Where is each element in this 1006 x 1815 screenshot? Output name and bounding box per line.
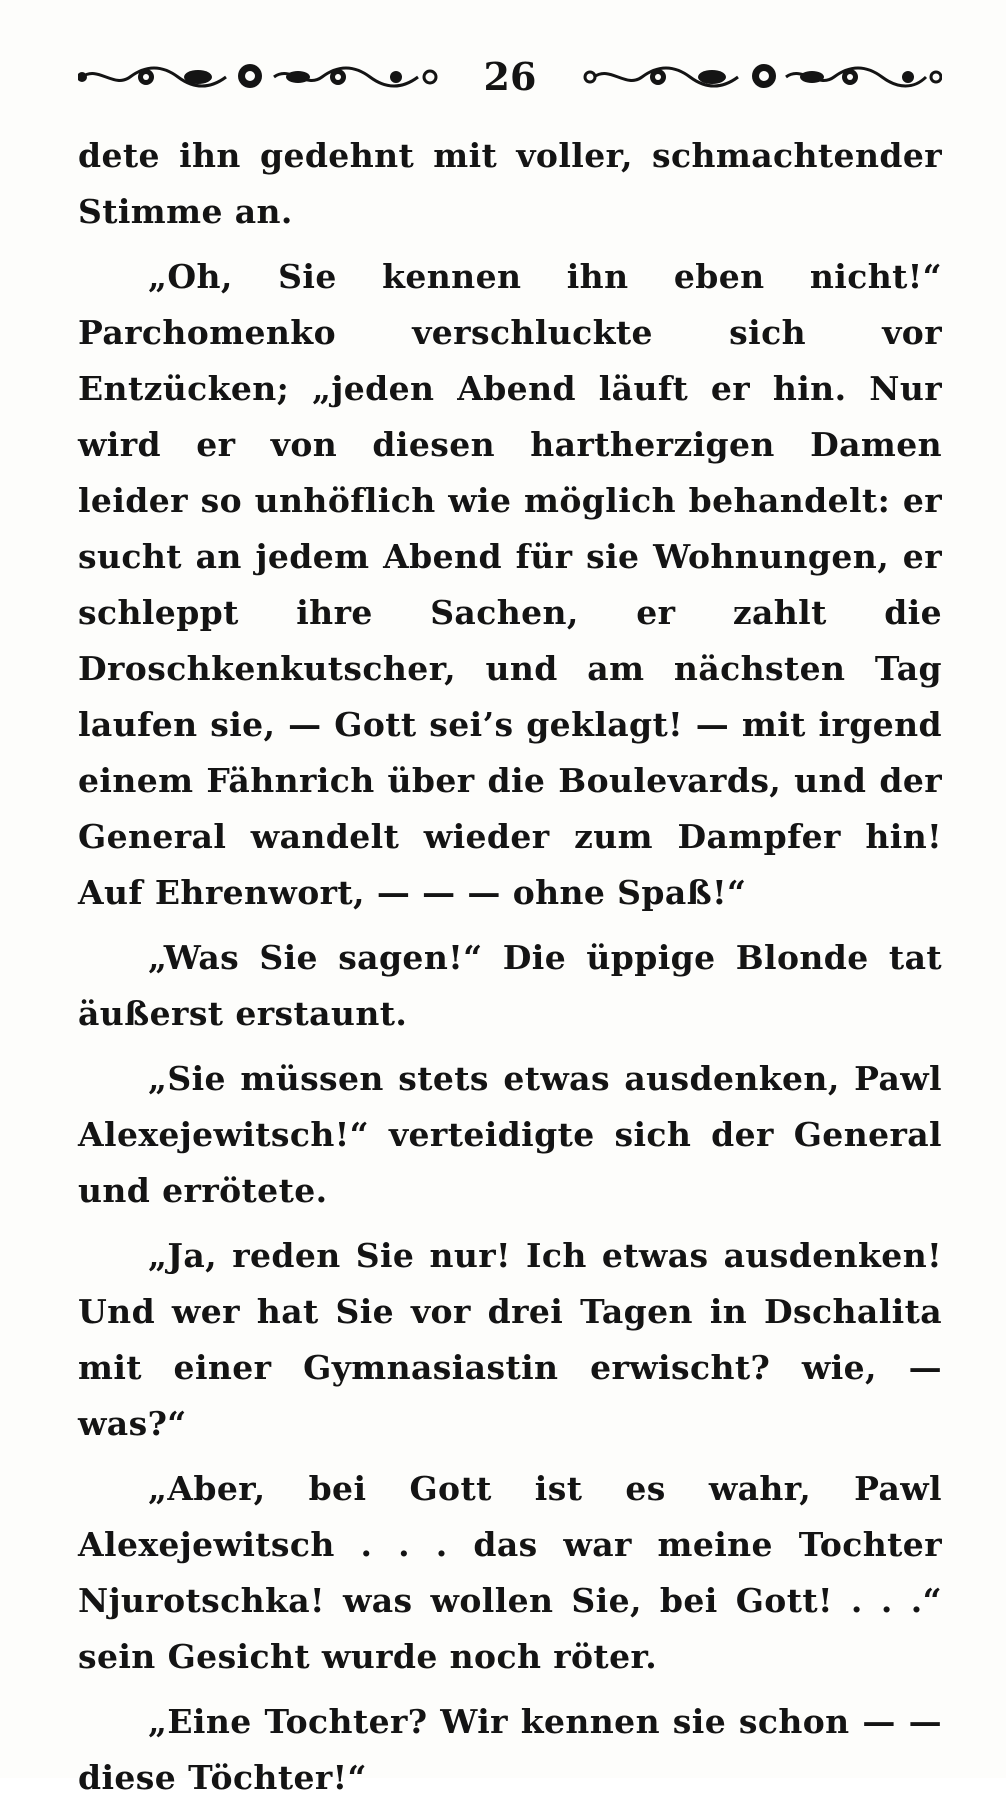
ornament-left-icon xyxy=(78,59,438,93)
paragraph: „Was Sie sagen!“ Die üppige Blonde tat äußerst erstaunt. xyxy=(78,938,942,1033)
page-body xyxy=(78,128,942,1815)
paragraph: „Ja, reden Sie nur! Ich etwas ausdenken! Und wer hat Sie vor drei Tagen in Dschalita mit einer Gymnasiastin erwischt? wie, — was?“ xyxy=(78,1236,942,1443)
paragraph: „Oh, Sie kennen ihn eben nicht!“ Parchomenko verschluckte sich vor Entzücken; „jeden Abend läuft er hin. Nur wird er von diesen hartherzigen Damen leider so unhöflich wie möglich behandelt: er sucht an jedem Abend für sie Wohnungen, er schleppt ihre Sachen, er zahlt die Droschkenkutscher, und am nächsten Tag laufen sie, — Gott sei’s geklagt! — mit irgend einem Fähnrich über die Boulevards, und der General wandelt wieder zum Dampfer hin! Auf Ehrenwort, — — — ohne Spaß!“ xyxy=(78,257,942,912)
paragraph-continuation: dete ihn gedehnt mit voller, schmachtender Stimme an. xyxy=(78,136,942,231)
ornament-right-icon xyxy=(582,59,942,93)
paragraph: „Eine Tochter? Wir kennen sie schon — — diese Töchter!“ xyxy=(78,1702,942,1797)
page-number: 26 xyxy=(483,53,537,99)
paragraph: „Sie müssen stets etwas ausdenken, Pawl Alexejewitsch!“ verteidigte sich der General und errötete. xyxy=(78,1059,942,1210)
page-header xyxy=(78,46,942,106)
paragraph: „Aber, bei Gott ist es wahr, Pawl Alexejewitsch . . . das war meine Tochter Njurotschka! was wollen Sie, bei Gott! . . .“ sein Gesicht wurde noch röter. xyxy=(78,1469,942,1676)
